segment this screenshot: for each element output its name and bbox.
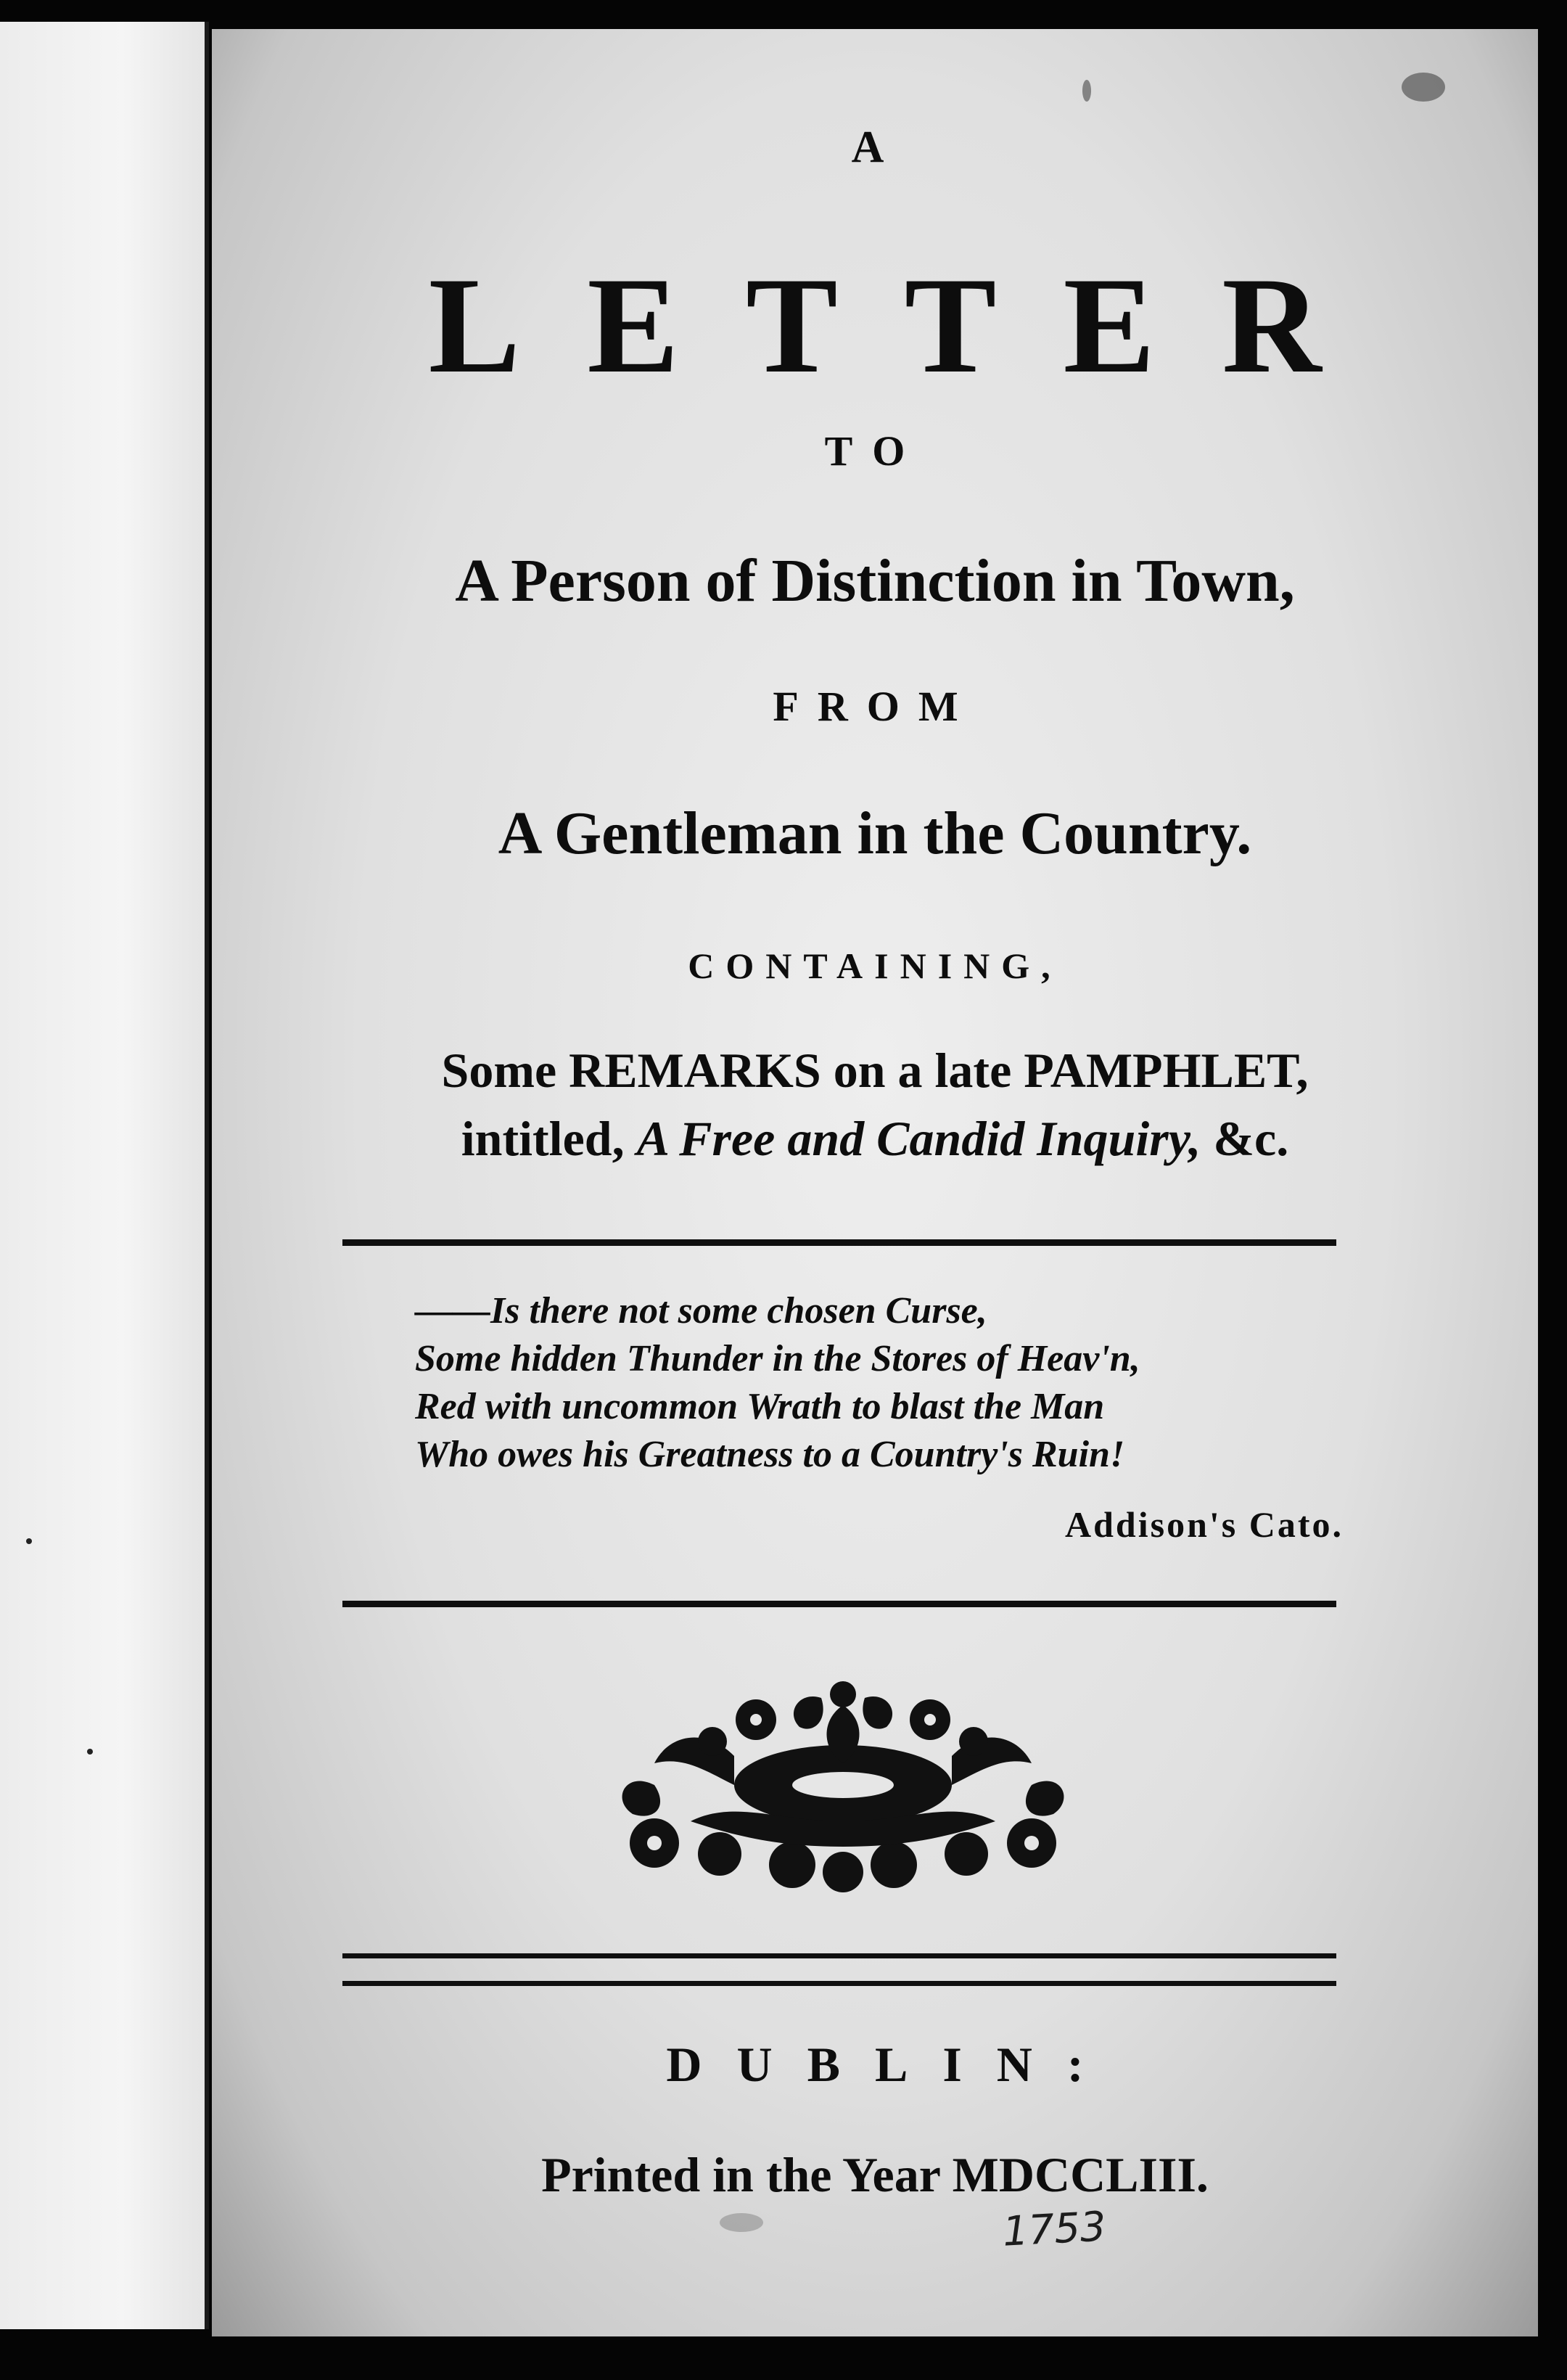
epigraph-attribution: Addison's Cato.: [1065, 1504, 1344, 1545]
leaf-speck: [87, 1749, 93, 1755]
ink-stain: [720, 2213, 763, 2232]
double-rule-bottom: [342, 1981, 1336, 1986]
ink-stain: [1082, 80, 1091, 102]
remarks-line-1: Some REMARKS on a late PAMPHLET,: [441, 1043, 1309, 1098]
imprint-place: DUBLIN:: [666, 2037, 1119, 2092]
pamphlet-title: A Free and Candid Inquiry,: [636, 1111, 1201, 1166]
double-rule-top: [342, 1953, 1336, 1958]
divider-rule: [342, 1239, 1336, 1246]
ink-stain: [1402, 73, 1445, 102]
remarks-line-2: [212, 1110, 1538, 1168]
from-word: FROM: [773, 683, 977, 730]
epigraph-line: Red with uncommon Wrath to blast the Man: [415, 1386, 1105, 1427]
leaf-speck: [26, 1538, 32, 1544]
remarks-suffix: &c.: [1213, 1111, 1289, 1166]
title-page: [212, 29, 1538, 2336]
epigraph-line: Who owes his Greatness to a Country's Ruin!: [415, 1434, 1125, 1475]
recipient-line: A Person of Distinction in Town,: [455, 547, 1295, 615]
handwritten-year: 1753: [1001, 2203, 1108, 2256]
sender-line: A Gentleman in the Country.: [498, 800, 1252, 867]
floral-ornament-icon: [604, 1676, 1082, 1894]
containing-word: CONTAINING,: [688, 945, 1062, 986]
blank-facing-leaf: [0, 22, 209, 2329]
title-article: A: [851, 123, 899, 172]
epigraph: [415, 1287, 1140, 1479]
epigraph-line: Some hidden Thunder in the Stores of Heav'n,: [415, 1338, 1140, 1379]
to-word: TO: [824, 427, 926, 475]
divider-rule: [342, 1601, 1336, 1607]
remarks-prefix: intitled,: [461, 1111, 625, 1166]
epigraph-line: ——Is there not some chosen Curse,: [415, 1290, 987, 1331]
title-heading: LETTER: [428, 250, 1389, 402]
imprint-date: Printed in the Year MDCCLIII.: [541, 2147, 1209, 2202]
